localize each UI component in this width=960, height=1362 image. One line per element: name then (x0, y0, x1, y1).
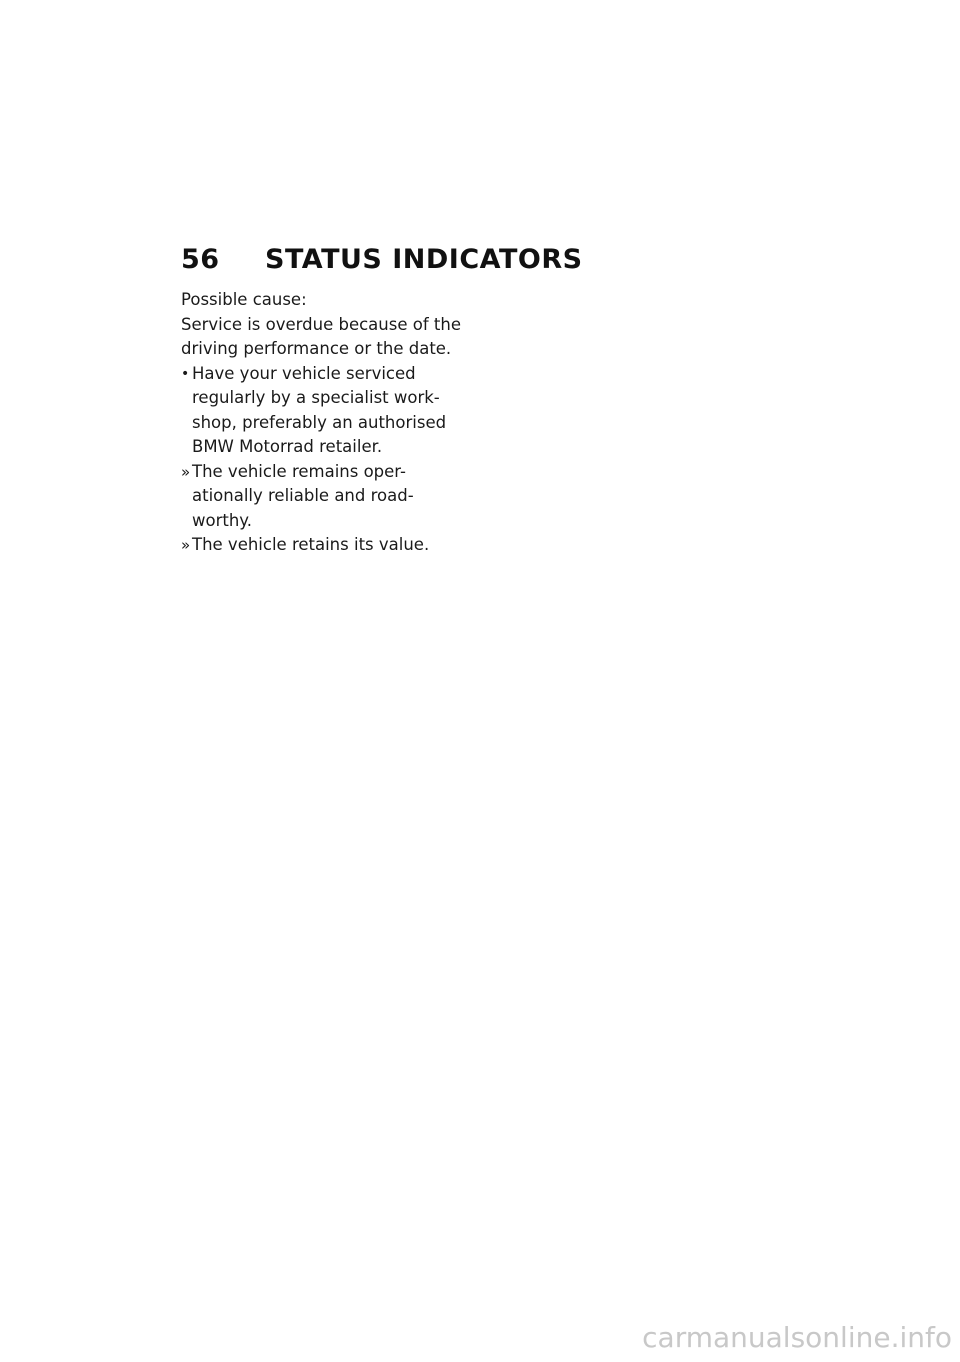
result-text: The vehicle remains oper-ationally reliable and road-worthy. (192, 461, 414, 530)
result-arrow-icon: » (181, 536, 191, 554)
result-item (181, 533, 471, 558)
section-title: STATUS INDICATORS (265, 244, 583, 275)
page-header (181, 244, 583, 275)
result-item (181, 460, 471, 534)
bullet-marker: • (181, 365, 190, 382)
possible-cause-text: Service is overdue because of the driving performance or the date. (181, 314, 461, 358)
result-arrow-icon: » (181, 462, 191, 481)
action-text: Have your vehicle serviced regularly by a specialist work-shop, preferably an authorised BMW Motorrad retailer. (192, 363, 447, 456)
possible-cause-label: Possible cause: (181, 290, 307, 309)
watermark-text: carmanualsonline.info (642, 1321, 952, 1354)
manual-content (181, 288, 471, 558)
result-text: The vehicle retains its value. (192, 535, 430, 554)
page-number: 56 (181, 244, 220, 275)
action-item (181, 362, 471, 460)
